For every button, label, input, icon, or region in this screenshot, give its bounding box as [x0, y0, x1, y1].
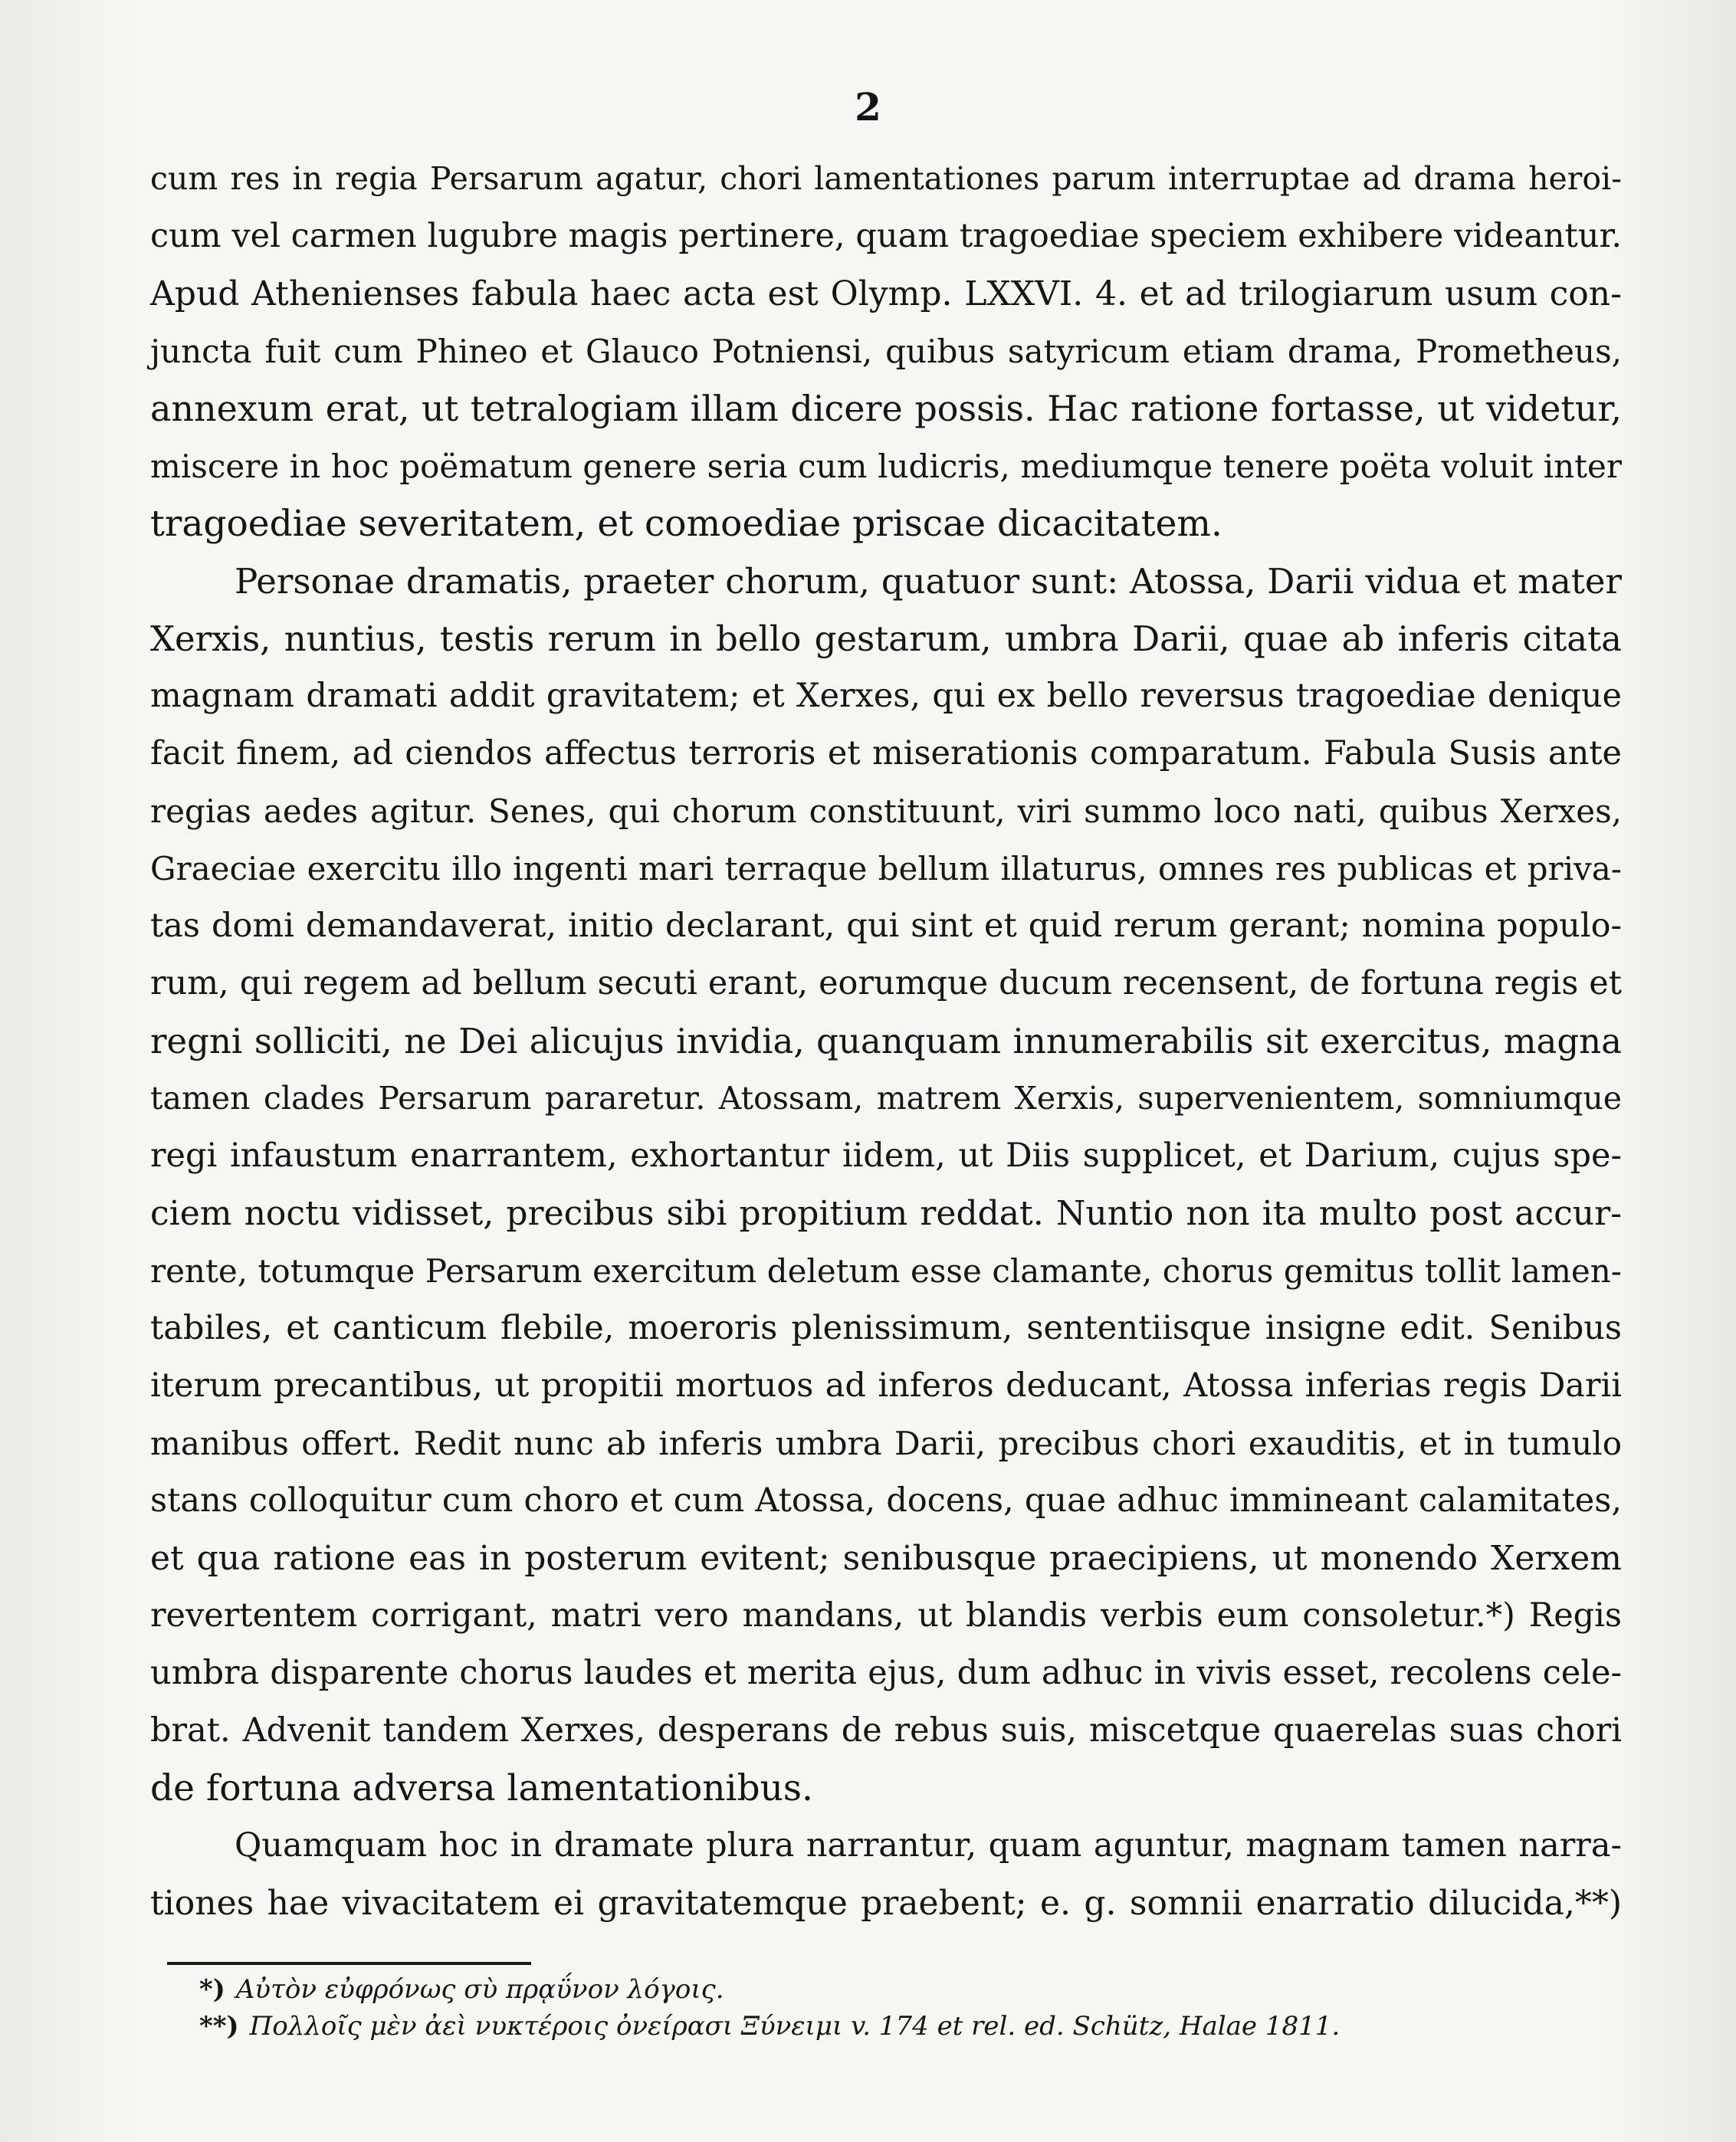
text-line: tiones hae vivacitatem ei gravitatemque praebent; e. g. somnii enarratio dilucida,**)	[150, 1884, 1622, 1923]
text-line: stans colloquitur cum choro et cum Atossa, docens, quae adhuc immineant calamitates,	[150, 1481, 1622, 1520]
text-line: regias aedes agitur. Senes, qui chorum constituunt, viri summo loco nati, quibus Xerxes,	[150, 792, 1622, 830]
footnote-marker: *)	[199, 1974, 225, 2005]
text-line: tamen clades Persarum pararetur. Atossam, matrem Xerxis, supervenientem, somniumque	[150, 1080, 1622, 1117]
text-line: rente, totumque Persarum exercitum deletum esse clamante, chorus gemitus tollit lamen-	[150, 1252, 1622, 1290]
footnote-rule	[167, 1962, 531, 1965]
footnote-marker: **)	[199, 2011, 239, 2042]
text-line: tragoediae severitatem, et comoediae priscae dicacitatem.	[150, 503, 1222, 545]
text-line: iterum precantibus, ut propitii mortuos ad inferos deducant, Atossa inferias regis Darii	[150, 1366, 1622, 1405]
text-line: rum, qui regem ad bellum secuti erant, eorumque ducum recensent, de fortuna regis et	[150, 964, 1622, 1002]
text-line: manibus offert. Redit nunc ab inferis umbra Darii, precibus chori exauditis, et in tumulo	[150, 1425, 1622, 1462]
footnote	[199, 2008, 1441, 2045]
text-line: de fortuna adversa lamentationibus.	[150, 1767, 813, 1809]
text-line: Personae dramatis, praeter chorum, quatuor sunt: Atossa, Darii vidua et mater	[235, 561, 1622, 602]
footnote-text: Πολλοῖς μὲν ἀεὶ νυκτέροις ὀνείρασι Ξύνειμι v. 174 et rel. ed. Schütz, Halae 1811.	[249, 2011, 1341, 2042]
text-line: Graeciae exercitu illo ingenti mari terraque bellum illaturus, omnes res publicas et priva-	[150, 850, 1622, 887]
text-line: Xerxis, nuntius, testis rerum in bello gestarum, umbra Darii, quae ab inferis citata	[150, 618, 1622, 659]
text-line: et qua ratione eas in posterum evitent; senibusque praecipiens, ut monendo Xerxem	[150, 1539, 1622, 1578]
text-line: tabiles, et canticum flebile, moeroris plenissimum, sententiisque insigne edit. Senibus	[150, 1309, 1622, 1347]
footnotes	[199, 1971, 1441, 2045]
text-line: umbra disparente chorus laudes et merita ejus, dum adhuc in vivis esset, recolens cele-	[150, 1654, 1622, 1692]
text-line: ciem noctu vidisset, precibus sibi propitium reddat. Nuntio non ita multo post accur-	[150, 1194, 1622, 1233]
text-line: revertentem corrigant, matri vero mandans, ut blandis verbis eum consoletur.*) Regis	[150, 1596, 1622, 1635]
text-line: regni solliciti, ne Dei alicujus invidia, quanquam innumerabilis sit exercitus, magna	[150, 1021, 1622, 1061]
footnote-text: Αὐτὸν εὐφρόνως σὺ πρᾳΰνον λόγοις.	[235, 1974, 724, 2005]
page-number: 2	[855, 84, 881, 130]
footnote	[199, 1971, 1441, 2008]
text-line: tas domi demandaverat, initio declarant, qui sint et quid rerum gerant; nomina populo-	[150, 907, 1622, 945]
text-line: brat. Advenit tandem Xerxes, desperans de rebus suis, miscetque quaerelas suas chori	[150, 1711, 1622, 1750]
text-line: facit finem, ad ciendos affectus terroris et miserationis comparatum. Fabula Susis ante	[150, 734, 1622, 772]
text-line: cum vel carmen lugubre magis pertinere, quam tragoediae speciem exhibere videantur.	[150, 217, 1622, 255]
text-line: regi infaustum enarrantem, exhortantur iidem, ut Diis supplicet, et Darium, cujus spe-	[150, 1137, 1622, 1175]
text-line: magnam dramati addit gravitatem; et Xerxes, qui ex bello reversus tragoediae denique	[150, 677, 1622, 715]
text-line: Apud Athenienses fabula haec acta est Olymp. LXXVI. 4. et ad trilogiarum usum con-	[150, 274, 1622, 313]
text-line: juncta fuit cum Phineo et Glauco Potniensi, quibus satyricum etiam drama, Prometheus,	[150, 333, 1622, 370]
text-line: Quamquam hoc in dramate plura narrantur, quam aguntur, magnam tamen narra-	[235, 1826, 1622, 1865]
text-line: miscere in hoc poëmatum genere seria cum ludicris, mediumque tenere poëta voluit inter	[150, 448, 1622, 485]
body-text	[150, 150, 1622, 1932]
text-line: cum res in regia Persarum agatur, chori lamentationes parum interruptae ad drama heroi-	[150, 160, 1622, 197]
text-line: annexum erat, ut tetralogiam illam dicere possis. Hac ratione fortasse, ut videtur,	[150, 388, 1622, 429]
